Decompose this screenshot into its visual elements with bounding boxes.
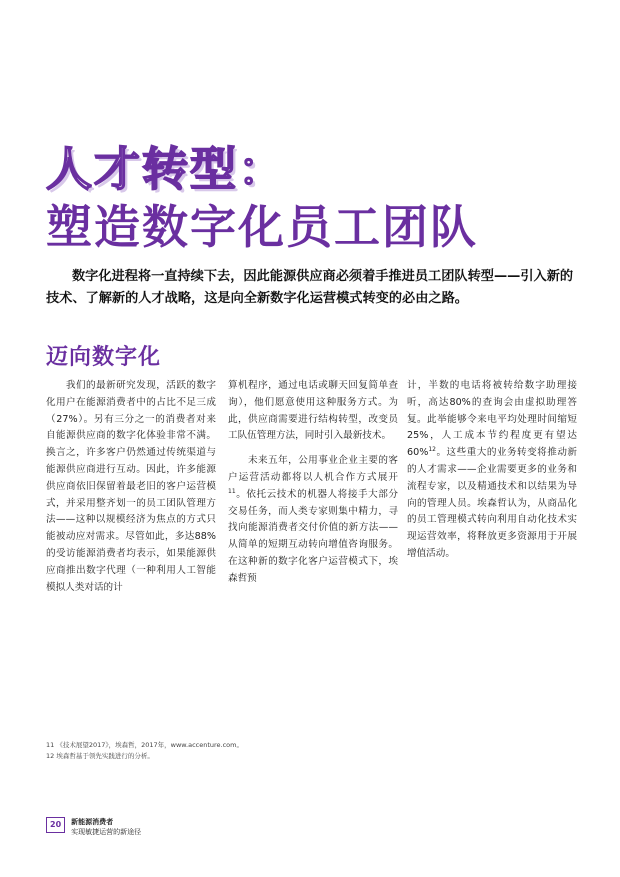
body-column-3 <box>407 378 577 571</box>
footnotes <box>46 740 446 762</box>
column-2-paragraph-2-text-a: 未来五年，公用事业企业主要的客户运营活动都将以人机合作方式展开 <box>228 455 398 483</box>
body-column-2 <box>228 378 398 596</box>
footer-title: 新能源消费者 <box>71 818 114 826</box>
page-number: 20 <box>46 817 65 833</box>
lead-paragraph: 数字化进程将一直持续下去，因此能源供应商必须着手推进员工团队转型——引入新的技术、了解新的人才战略，这是向全新数字化运营模式转变的必由之路。 <box>46 269 574 306</box>
footnote-11: 11 《技术展望2017》，埃森哲，2017年，www.accenture.com。 <box>46 741 243 749</box>
column-3-paragraph-1 <box>407 378 577 563</box>
footnote-ref-12: 12 <box>428 446 436 453</box>
page-footer <box>46 817 141 837</box>
footer-subtitle: 实现敏捷运营的新途径 <box>71 828 142 836</box>
title-line-1: 人才转型： <box>46 142 286 196</box>
column-2-paragraph-2-text-b: 。依托云技术的机器人将接手大部分交易任务，而人类专家则集中精力，寻找向能源消费者交付价值的新方法——从简单的短期互动转向增值咨询服务。在这种新的数字化客户运营模式下，埃森哲预 <box>228 488 398 584</box>
column-1-paragraph-1: 我们的最新研究发现，活跃的数字化用户在能源消费者中的占比不足三成（27%）。另有三分之一的消费者对来自能源供应商的数字化体验非常不满。换言之，许多客户仍然通过传统渠道与能源供应商进行互动。因此，许多能源供应商依旧保留着最老旧的客户运营模式，并采用整齐划一的员工团队管理方法——这种以规模经济为焦点的方式只能被动应对需求。尽管如此，多达88%的受访能源消费者均表示，如果能源供应商推出数字代理（一种利用人工智能模拟人类对话的计 <box>46 380 216 593</box>
footer-text <box>71 817 141 837</box>
column-3-paragraph-1-text-b: 。这些重大的业务转变将推动新的人才需求——企业需要更多的业务和流程专家，以及精通技术和以结果为导向的管理人员。埃森哲认为，从商品化的员工管理模式转向利用自动化技术实现运营效率，将释放更多资源用于开展增值活动。 <box>407 447 577 559</box>
column-2-paragraph-2 <box>228 453 398 587</box>
footnote-ref-11: 11 <box>228 487 236 495</box>
section-heading: 迈向数字化 <box>46 345 162 370</box>
footnote-12: 12 埃森哲基于领先实践进行的分析。 <box>46 752 154 760</box>
column-2-paragraph-1: 算机程序，通过电话或聊天回复简单查询），他们愿意使用这种服务方式。为此，供应商需要进行结构转型，改变员工队伍管理方法，同时引入最新技术。 <box>228 380 398 442</box>
page-title <box>46 140 586 256</box>
body-column-1 <box>46 378 216 604</box>
title-line-2: 塑造数字化员工团队 <box>46 200 478 254</box>
column-3-paragraph-1-text-a: 计，半数的电话将被转给数字助理接听，高达80%的查询会由虚拟助理答复。此举能够令来电平均处理时间缩短25%，人工成本节约程度更有望达60% <box>407 380 577 459</box>
